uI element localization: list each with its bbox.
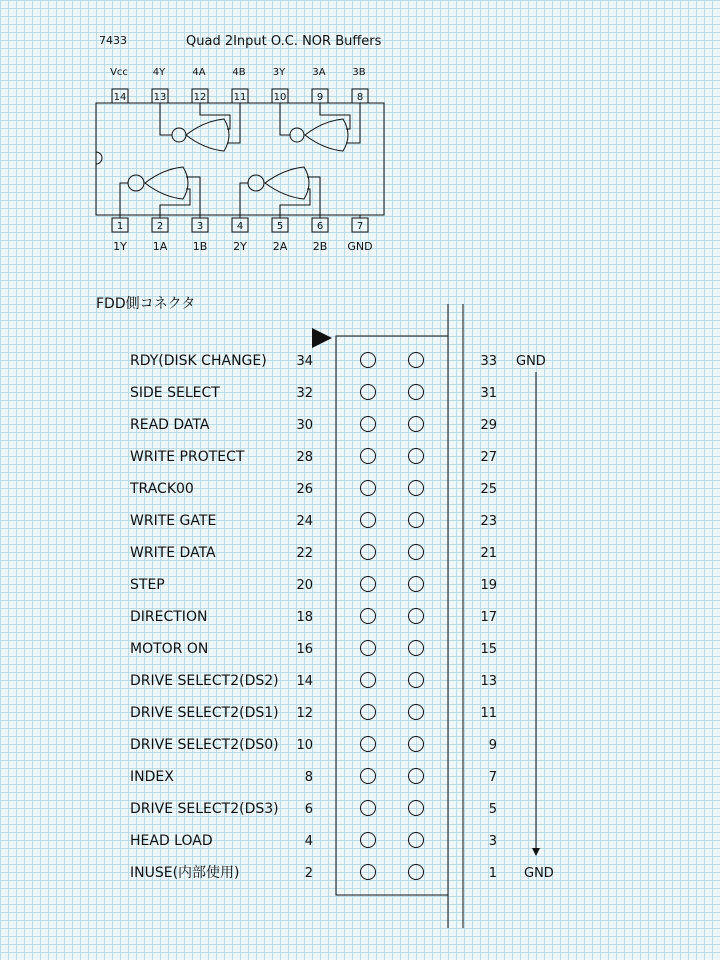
wire-4y: [160, 103, 172, 135]
connector-row: [130, 353, 546, 370]
connector-row: [130, 417, 497, 434]
pin-label: 3B: [352, 67, 366, 78]
nor-gate-4-body: [186, 119, 229, 151]
pin-label: 2B: [312, 240, 328, 253]
pin-label: 3Y: [272, 67, 286, 78]
even-pin-number: 10: [296, 738, 313, 753]
pin-number: 13: [153, 92, 167, 103]
connector-row: [130, 705, 497, 722]
gnd-rail-arrow: [532, 372, 540, 856]
even-pin-number: 8: [304, 770, 313, 785]
even-pin-number: 14: [296, 674, 313, 689]
wire-4a: [200, 103, 230, 129]
odd-pin-number: 31: [480, 386, 497, 401]
gnd-label: GND: [516, 354, 546, 369]
connector-housing: [336, 336, 448, 895]
odd-pin-hole: [409, 705, 424, 720]
odd-pin-number: 23: [480, 514, 497, 529]
odd-pin-number: 3: [488, 834, 497, 849]
odd-pin-number: 13: [480, 674, 497, 689]
connector-row: [130, 864, 554, 881]
connector-row: [130, 833, 497, 850]
even-pin-hole: [361, 449, 376, 464]
odd-pin-hole: [409, 737, 424, 752]
even-pin-number: 22: [296, 546, 313, 561]
pin-label: 2A: [272, 240, 288, 253]
pin-label: 1Y: [113, 240, 127, 253]
signal-name: DRIVE SELECT2(DS0): [130, 737, 279, 753]
connector-row: [130, 641, 497, 658]
ic-pin-7: [347, 215, 372, 253]
odd-pin-number: 1: [488, 866, 497, 881]
ic-part-number: 7433: [99, 34, 127, 47]
nor-gate-1: [120, 167, 200, 215]
odd-pin-hole: [409, 673, 424, 688]
odd-pin-hole: [409, 833, 424, 848]
connector-row: [130, 673, 497, 690]
pin-number: 11: [233, 92, 247, 103]
even-pin-number: 28: [296, 450, 313, 465]
nor-gate-1-body: [145, 167, 188, 199]
pin-label: GND: [347, 240, 373, 253]
odd-pin-hole: [409, 577, 424, 592]
pin-number: 1: [116, 221, 124, 232]
connector-title: FDD側コネクタ: [96, 296, 196, 312]
even-pin-hole: [361, 577, 376, 592]
even-pin-hole: [361, 481, 376, 496]
signal-name: READ DATA: [130, 417, 210, 433]
even-pin-number: 4: [304, 834, 313, 849]
connector-body: [336, 304, 463, 928]
even-pin-hole: [361, 865, 376, 880]
wire-2y: [240, 183, 248, 215]
even-pin-hole: [361, 769, 376, 784]
nor-gate-2: [240, 167, 320, 215]
connector-pin-rows: [129, 353, 554, 882]
wire-1b: [160, 189, 190, 215]
ic-pin-3: [192, 215, 208, 253]
odd-pin-hole: [409, 545, 424, 560]
pin-number: 14: [113, 92, 127, 103]
signal-name: INDEX: [130, 769, 174, 785]
signal-name: WRITE PROTECT: [130, 449, 245, 465]
wire-1y: [120, 183, 128, 215]
even-pin-number: 26: [296, 482, 313, 497]
ic-pin-12: [192, 67, 208, 103]
even-pin-number: 2: [304, 866, 313, 881]
pin-label: 1B: [192, 240, 208, 253]
odd-pin-hole: [409, 449, 424, 464]
odd-pin-hole: [409, 641, 424, 656]
nor-gate-4-bubble: [172, 128, 186, 142]
even-pin-hole: [361, 385, 376, 400]
odd-pin-number: 9: [488, 738, 497, 753]
signal-name: RDY(DISK CHANGE): [130, 353, 267, 369]
pin-label: 1A: [152, 240, 168, 253]
even-pin-number: 34: [296, 354, 313, 369]
signal-name: STEP: [130, 577, 165, 593]
ic-pin-13: [152, 67, 168, 103]
odd-pin-number: 33: [480, 354, 497, 369]
odd-pin-number: 25: [480, 482, 497, 497]
pin1-indicator-triangle-icon: [312, 328, 332, 348]
pin-number: 3: [196, 221, 204, 232]
nor-gate-2-bubble: [248, 175, 264, 191]
even-pin-number: 32: [296, 386, 313, 401]
even-pin-hole: [361, 353, 376, 368]
ic-notch: [96, 152, 102, 164]
ic-pin-9: [312, 67, 328, 103]
wire-3a: [320, 103, 350, 129]
even-pin-hole: [361, 737, 376, 752]
pin-number: 2: [156, 221, 164, 232]
even-pin-number: 18: [296, 610, 313, 625]
wire-2b: [280, 189, 310, 215]
ic-pin-1: [112, 215, 128, 253]
signal-name: WRITE DATA: [130, 545, 216, 561]
odd-pin-hole: [409, 801, 424, 816]
even-pin-hole: [361, 673, 376, 688]
nor-gate-3: [280, 103, 360, 151]
even-pin-hole: [361, 545, 376, 560]
even-pin-hole: [361, 513, 376, 528]
nor-gate-3-body: [305, 119, 348, 151]
ic-pin-5: [272, 215, 288, 253]
odd-pin-hole: [409, 353, 424, 368]
ic-top-pins: [110, 67, 368, 103]
connector-row: [129, 481, 497, 498]
signal-name: TRACK00: [130, 481, 194, 497]
even-pin-hole: [361, 833, 376, 848]
signal-name: SIDE SELECT: [130, 385, 220, 401]
odd-pin-number: 19: [480, 578, 497, 593]
pin-label: 3A: [312, 67, 326, 78]
odd-pin-hole: [409, 513, 424, 528]
ic-pin-11: [232, 67, 248, 103]
pin-label: 4Y: [152, 67, 166, 78]
even-pin-number: 12: [296, 706, 313, 721]
pin-number: 8: [356, 92, 364, 103]
odd-pin-number: 11: [480, 706, 497, 721]
pin-number: 12: [193, 92, 207, 103]
even-pin-number: 24: [296, 514, 313, 529]
connector-row: [130, 449, 497, 466]
signal-name: WRITE GATE: [130, 513, 217, 529]
ic-pin-10: [272, 67, 288, 103]
pin-label: 4B: [232, 67, 246, 78]
even-pin-number: 16: [296, 642, 313, 657]
pin-label: 4A: [192, 67, 206, 78]
gnd-arrow-head-icon: [532, 848, 540, 856]
pin-number: 5: [276, 221, 284, 232]
ic-pin-4: [232, 215, 248, 253]
ic-pin-14: [110, 67, 128, 103]
odd-pin-hole: [409, 769, 424, 784]
connector-row: [130, 609, 497, 626]
nor-gate-2-body: [265, 167, 309, 199]
even-pin-hole: [361, 705, 376, 720]
connector-row: [130, 545, 497, 562]
odd-pin-hole: [409, 865, 424, 880]
pin-number: 6: [316, 221, 324, 232]
pin-number: 7: [356, 221, 364, 232]
ic-bottom-pins: [112, 215, 373, 253]
signal-name: INUSE(内部使用): [130, 865, 240, 881]
wire-3y: [280, 103, 290, 135]
connector-row: [130, 737, 497, 754]
odd-pin-number: 17: [480, 610, 497, 625]
signal-name: DIRECTION: [130, 609, 208, 625]
ic-pin-6: [312, 215, 328, 253]
ic-description: Quad 2Input O.C. NOR Buffers: [186, 34, 382, 49]
odd-pin-number: 21: [480, 546, 497, 561]
signal-name: MOTOR ON: [130, 641, 209, 657]
even-pin-hole: [361, 801, 376, 816]
ic-pin-8: [352, 67, 368, 103]
signal-name: HEAD LOAD: [130, 833, 213, 849]
connector-row: [130, 513, 497, 530]
odd-pin-number: 29: [480, 418, 497, 433]
gnd-label: GND: [524, 866, 554, 881]
even-pin-number: 30: [296, 418, 313, 433]
odd-pin-number: 7: [488, 770, 497, 785]
pin-number: 10: [273, 92, 287, 103]
nor-gate-1-bubble: [128, 175, 144, 191]
odd-pin-hole: [409, 417, 424, 432]
odd-pin-number: 27: [480, 450, 497, 465]
ic-pin-2: [152, 215, 168, 253]
pin-label: 2Y: [233, 240, 247, 253]
odd-pin-hole: [409, 609, 424, 624]
pin-number: 9: [316, 92, 324, 103]
odd-pin-number: 5: [488, 802, 497, 817]
connector-row: [130, 801, 497, 818]
even-pin-hole: [361, 417, 376, 432]
connector-row: [130, 385, 497, 402]
odd-pin-number: 15: [480, 642, 497, 657]
pin-label: Vcc: [110, 67, 128, 78]
signal-name: DRIVE SELECT2(DS3): [130, 801, 279, 817]
signal-name: DRIVE SELECT2(DS1): [130, 705, 279, 721]
nor-gate-4: [160, 103, 240, 151]
connector-row: [130, 769, 497, 786]
odd-pin-hole: [409, 481, 424, 496]
nor-gate-3-bubble: [290, 128, 304, 142]
signal-name: DRIVE SELECT2(DS2): [130, 673, 279, 689]
connector-row: [130, 577, 497, 594]
odd-pin-hole: [409, 385, 424, 400]
even-pin-hole: [361, 609, 376, 624]
even-pin-hole: [361, 641, 376, 656]
pin-number: 4: [236, 221, 244, 232]
even-pin-number: 6: [304, 802, 313, 817]
even-pin-number: 20: [296, 578, 313, 593]
